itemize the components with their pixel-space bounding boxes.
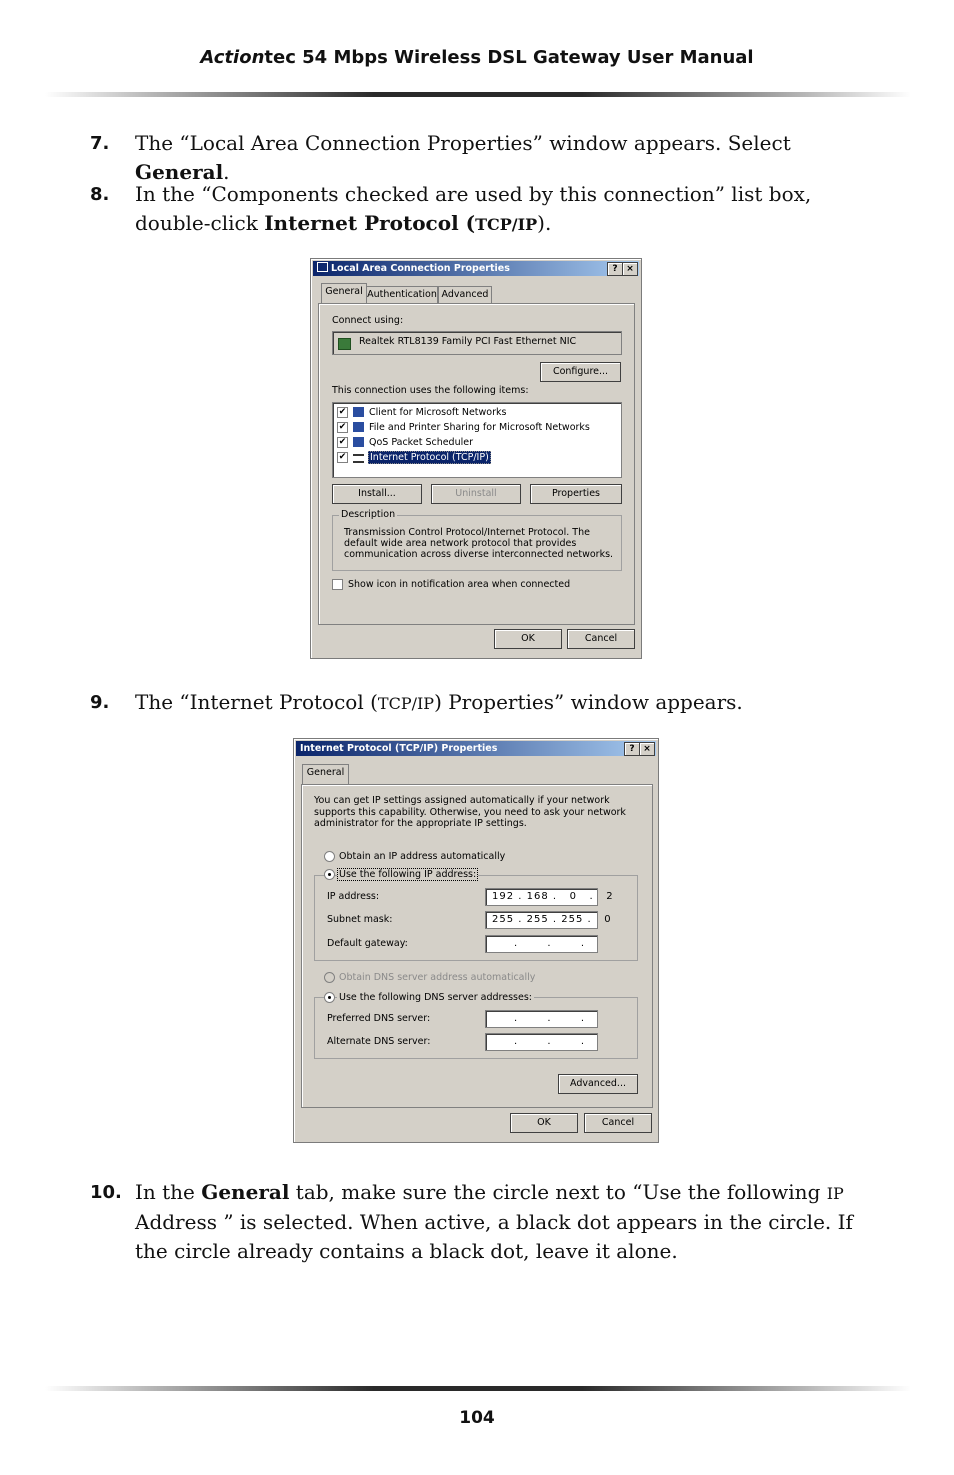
step-8: [90, 180, 870, 239]
client-icon: [353, 407, 364, 417]
obtain-ip-radio[interactable]: [324, 851, 335, 862]
use-dns-label: Use the following DNS server addresses:: [339, 992, 532, 1003]
header-rule: [45, 92, 911, 97]
dialog-title: Local Area Connection Properties: [331, 263, 510, 274]
step-text: The “Internet Protocol (: [135, 690, 378, 714]
step-9: [90, 688, 870, 718]
adapter-name: Realtek RTL8139 Family PCI Fast Ethernet NIC: [359, 336, 577, 347]
help-button[interactable]: ?: [607, 262, 623, 276]
dialog-title: Internet Protocol (TCP/IP) Properties: [300, 743, 498, 754]
configure-button[interactable]: Configure...: [540, 362, 621, 382]
obtain-dns-label: Obtain DNS server address automatically: [339, 972, 536, 983]
check-icon[interactable]: ✔: [338, 407, 347, 417]
protocol-icon: [353, 454, 364, 463]
step-number: 8.: [90, 184, 110, 205]
advanced-button[interactable]: Advanced...: [558, 1074, 638, 1094]
gateway-value: . . .: [514, 938, 586, 949]
header-title: tec 54 Mbps Wireless DSL Gateway User Manual: [264, 47, 754, 68]
list-item[interactable]: [337, 406, 617, 420]
gateway-field[interactable]: [485, 935, 598, 953]
use-dns-radio[interactable]: [324, 992, 335, 1003]
show-icon-checkbox[interactable]: [332, 579, 343, 590]
subnet-mask-value: 255 . 255 . 255 . 0: [492, 914, 612, 925]
items-label: This connection uses the following items:: [332, 385, 529, 396]
step-text: In the “Components checked are used by this connection” list box, double-click: [135, 182, 812, 235]
check-icon[interactable]: ✔: [338, 422, 347, 432]
use-ip-radio[interactable]: [324, 869, 335, 880]
brand-italic: Action: [200, 47, 265, 68]
alternate-dns-label: Alternate DNS server:: [327, 1036, 431, 1047]
footer-rule: [45, 1386, 911, 1391]
item-label: Client for Microsoft Networks: [369, 407, 507, 418]
list-item[interactable]: [337, 421, 617, 435]
tab-general[interactable]: General: [321, 283, 367, 303]
alternate-dns-field[interactable]: [485, 1033, 598, 1051]
local-area-connection-dialog: [310, 258, 642, 659]
step-smallcaps: TCP/IP: [377, 694, 435, 713]
close-button[interactable]: ×: [639, 742, 655, 756]
step-smallcaps: IP: [826, 1184, 844, 1203]
install-button[interactable]: Install...: [332, 484, 422, 504]
step-text-end: .: [223, 160, 230, 184]
subnet-mask-label: Subnet mask:: [327, 914, 393, 925]
description-text: Transmission Control Protocol/Internet Protocol. The default wide area network protocol that provides communication across diverse interconnected networks.: [344, 527, 614, 560]
subnet-mask-field[interactable]: [485, 911, 612, 929]
uninstall-button[interactable]: Uninstall: [431, 484, 521, 504]
page-number: 104: [459, 1408, 495, 1428]
step-text: The “Local Area Connection Properties” window appears. Select: [135, 131, 791, 155]
ip-address-label: IP address:: [327, 891, 380, 902]
step-number: 7.: [90, 133, 110, 154]
gateway-label: Default gateway:: [327, 938, 408, 949]
share-icon: [353, 422, 364, 432]
step-bold: Internet Protocol (: [264, 211, 476, 235]
obtain-dns-radio[interactable]: [324, 972, 335, 983]
step-bold: General: [135, 160, 224, 184]
components-list[interactable]: [332, 402, 622, 478]
close-button[interactable]: ×: [622, 262, 638, 276]
step-text: In the: [135, 1180, 202, 1204]
step-number: 10.: [90, 1182, 122, 1203]
running-header: [0, 47, 954, 68]
description-group: [332, 509, 622, 571]
list-item[interactable]: [337, 436, 617, 450]
item-label: QoS Packet Scheduler: [369, 437, 473, 448]
nic-icon: [338, 338, 351, 350]
step-text-end: ).: [537, 211, 552, 235]
description-label: Description: [341, 509, 396, 520]
intro-text: You can get IP settings assigned automatically if your network supports this capability. Otherwise, you need to ask your network administrator for the appropriate IP settings.: [314, 795, 626, 829]
check-icon[interactable]: ✔: [338, 437, 347, 447]
step-7: [90, 129, 870, 187]
step-bold: General: [201, 1180, 290, 1204]
step-10: [90, 1178, 870, 1266]
ip-address-value: 192 . 168 . 0 . 2: [492, 891, 614, 902]
item-label: Internet Protocol (TCP/IP): [370, 452, 489, 463]
cancel-button[interactable]: Cancel: [584, 1113, 652, 1133]
preferred-dns-label: Preferred DNS server:: [327, 1013, 431, 1024]
scheduler-icon: [353, 437, 364, 447]
properties-button[interactable]: Properties: [530, 484, 622, 504]
tcpip-properties-dialog: [293, 738, 659, 1143]
help-button[interactable]: ?: [624, 742, 640, 756]
show-icon-label: Show icon in notification area when connected: [348, 579, 571, 590]
network-icon: [317, 262, 328, 272]
cancel-button[interactable]: Cancel: [567, 629, 635, 649]
step-bold-smallcaps: TCP/IP: [475, 215, 538, 234]
tab-authentication[interactable]: Authentication: [366, 286, 438, 304]
ok-button[interactable]: OK: [510, 1113, 578, 1133]
dialog-titlebar: [296, 741, 656, 756]
tab-general[interactable]: General: [302, 764, 349, 784]
alternate-dns-value: . . .: [514, 1036, 586, 1047]
use-ip-label: Use the following IP address:: [339, 869, 477, 880]
check-icon[interactable]: ✔: [338, 452, 347, 462]
adapter-box: [332, 331, 622, 355]
step-text-mid: tab, make sure the circle next to “Use the following: [289, 1180, 827, 1204]
connect-using-label: Connect using:: [332, 315, 404, 326]
preferred-dns-value: . . .: [514, 1013, 586, 1024]
step-text-end: Address ” is selected. When active, a black dot appears in the circle. If the circle already contains a black dot, leave it alone.: [135, 1210, 853, 1263]
tab-advanced[interactable]: Advanced: [438, 286, 492, 304]
item-label: File and Printer Sharing for Microsoft Networks: [369, 422, 590, 433]
obtain-ip-label: Obtain an IP address automatically: [339, 851, 506, 862]
preferred-dns-field[interactable]: [485, 1010, 598, 1028]
dialog-titlebar: [313, 261, 639, 276]
list-item-selected[interactable]: [337, 451, 617, 465]
ip-address-field[interactable]: [485, 888, 614, 906]
ok-button[interactable]: OK: [494, 629, 562, 649]
step-text-end: ) Properties” window appears.: [434, 690, 743, 714]
step-number: 9.: [90, 692, 110, 713]
